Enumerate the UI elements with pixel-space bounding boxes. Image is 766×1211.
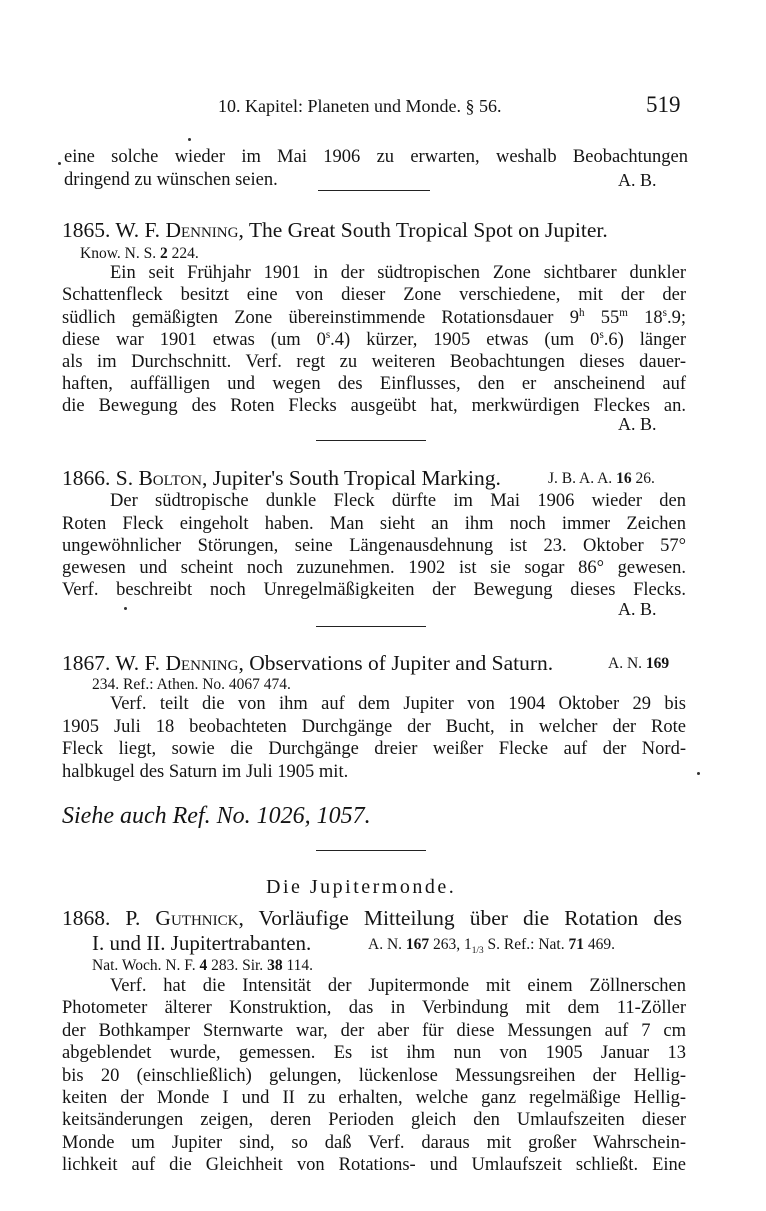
body-line: ungewöhnlicher Störungen, seine Längenausdehnung ist 23. Oktober 57°: [62, 536, 686, 556]
body-line: eine solche wieder im Mai 1906 zu erwarten, weshalb Beobachtungen: [64, 147, 688, 167]
body-line: haften, auffälligen und wegen des Einflusses, den er anscheinend auf: [62, 374, 686, 394]
entry-heading: [62, 218, 608, 243]
body-line: halbkugel des Saturn im Juli 1905 mit.: [62, 762, 349, 782]
body-line: der Bothkamper Sternwarte war, der aber für diese Messungen auf 7 cm: [62, 1021, 686, 1041]
reference: J. B. A. A. 16 26.: [548, 470, 655, 487]
body-line: Monde um Jupiter sind, so daß Verf. daraus mit großer Wahrschein-: [62, 1133, 686, 1153]
body-line: keitsänderungen zeigen, deren Perioden gleich den Umlaufszeiten dieser: [62, 1110, 686, 1130]
body-line: Schattenfleck besitzt eine von dieser Zone verschiedene, mit der der: [62, 285, 686, 305]
body-line: keiten der Monde I und II zu erhalten, welche ganz regelmäßige Hellig-: [62, 1088, 686, 1108]
entry-title: , Jupiter's South Tropical Marking.: [201, 466, 501, 490]
body-line: abgeblendet wurde, gemessen. Es ist ihm nun von 1905 Januar 13: [62, 1043, 686, 1063]
entry-heading: [62, 906, 682, 931]
entry-number: 1865.: [62, 218, 111, 242]
short-rule: [318, 190, 430, 191]
body-line: Der südtropische dunkle Fleck dürfte im Mai 1906 wieder den: [110, 491, 686, 511]
reference: Nat. Woch. N. F. 4 283. Sir. 38 114.: [92, 957, 313, 974]
body-line: die Bewegung des Roten Flecks ausgeübt hat, merkwürdigen Fleckes an.: [62, 396, 686, 416]
body-line: gewesen und scheint noch zuzunehmen. 1902 ist sie sogar 86° gewesen.: [62, 558, 686, 578]
print-speck: [58, 162, 61, 165]
entry-title: , Observations of Jupiter and Saturn.: [238, 651, 554, 675]
body-line: dringend zu wünschen seien.: [64, 170, 278, 190]
body-line: Fleck liegt, sowie die Durchgänge dreier weißer Flecke auf der Nord-: [62, 739, 686, 759]
separator-rule: [316, 440, 426, 441]
body-line: lichkeit auf die Gleichheit von Rotations- und Umlaufszeit schließt. Eine: [62, 1155, 686, 1175]
entry-number: 1867.: [62, 651, 111, 675]
entry-heading: [62, 651, 553, 676]
body-line: südlich gemäßigten Zone übereinstimmende Rotationsdauer 9$^h$ 55$^m$ 18$^s$.9;: [62, 306, 687, 328]
page-number: 519: [646, 92, 681, 117]
body-line: bis 20 (einschließlich) gelungen, lückenlose Messungsreihen der Hellig-: [62, 1066, 686, 1086]
separator-rule: [316, 850, 426, 851]
body-line: Verf. beschreibt noch Unregelmäßigkeiten der Bewegung dieses Flecks.: [62, 580, 686, 600]
author: S. Bolton: [115, 466, 202, 490]
body-line: Verf. hat die Intensität der Jupitermonde mit einem Zöllnerschen: [110, 976, 686, 996]
author: P. Guthnick: [125, 906, 239, 930]
signature: A. B.: [618, 599, 657, 619]
author: W. F. Denning: [115, 218, 239, 242]
body-line: Ein seit Frühjahr 1901 in der südtropischen Zone sichtbarer dunkler: [110, 263, 686, 283]
entry-title-continued: I. und II. Jupitertrabanten.: [92, 931, 312, 955]
body-line: Photometer älterer Konstruktion, das in Verbindung mit dem 11-Zöller: [62, 998, 686, 1018]
author: W. F. Denning: [115, 651, 239, 675]
reference: 234. Ref.: Athen. No. 4067 474.: [92, 676, 291, 693]
body-line: Roten Fleck eingeholt haben. Man sieht an ihm noch immer Zeichen: [62, 514, 686, 534]
entry-title: , The Great South Tropical Spot on Jupiter.: [238, 218, 608, 242]
running-title: 10. Kapitel: Planeten und Monde. § 56.: [218, 96, 502, 116]
signature: A. B.: [618, 170, 657, 190]
print-speck: [124, 607, 127, 610]
entry-heading: [62, 466, 501, 491]
reference: A. N. 169: [608, 655, 670, 672]
reference: A. N. 167 263, $1_{1/3}$ S. Ref.: Nat. 71 469.: [368, 936, 615, 957]
section-heading: Die Jupitermonde.: [266, 876, 457, 898]
print-speck: [697, 772, 700, 775]
see-also-note: Siehe auch Ref. No. 1026, 1057.: [62, 803, 371, 829]
reference: Know. N. S. 2 224.: [80, 245, 199, 262]
separator-rule: [316, 626, 426, 627]
signature: A. B.: [618, 414, 657, 434]
body-line: Verf. teilt die von ihm auf dem Jupiter von 1904 Oktober 29 bis: [110, 694, 686, 714]
body-line: als im Durchschnitt. Verf. regt zu weiteren Beobachtungen dieses dauer-: [62, 352, 686, 372]
entry-number: 1868.: [62, 906, 111, 930]
print-speck: [188, 138, 191, 141]
body-line: diese war 1901 etwas (um 0$^s$.4) kürzer, 1905 etwas (um 0$^s$.6) länger: [62, 328, 687, 350]
entry-title: , Vorläufige Mitteilung über die Rotation des: [238, 906, 683, 930]
entry-number: 1866.: [62, 466, 111, 490]
body-line: 1905 Juli 18 beobachteten Durchgänge der Bucht, in welcher der Rote: [62, 717, 686, 737]
